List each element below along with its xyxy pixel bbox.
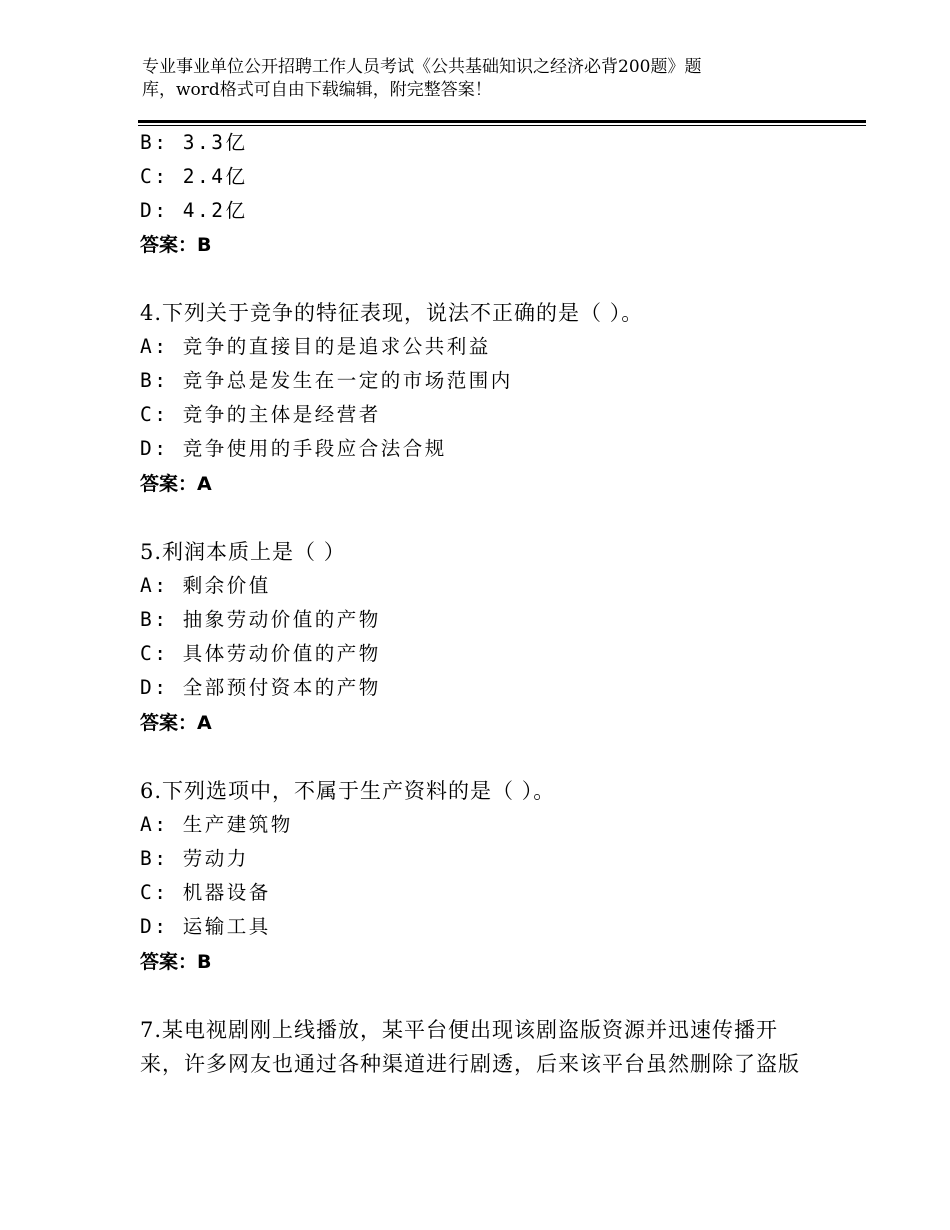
q6-option-c: C: 机器设备 <box>140 881 271 904</box>
q5-option-a: A: 剩余价值 <box>140 574 271 597</box>
q5-option-c: C: 具体劳动价值的产物 <box>140 642 381 665</box>
q5-stem: 5.利润本质上是（ ） <box>140 540 346 564</box>
q5-answer: 答案：A <box>140 712 212 734</box>
q6-stem: 6.下列选项中，不属于生产资料的是（ ）。 <box>140 779 556 803</box>
q4-stem: 4.下列关于竞争的特征表现，说法不正确的是（ ）。 <box>140 301 644 325</box>
q3-answer: 答案：B <box>140 234 212 256</box>
q3-option-b: B: 3.3亿 <box>140 131 248 154</box>
header-title-line-1: 专业事业单位公开招聘工作人员考试《公共基础知识之经济必背200题》题 <box>142 57 702 77</box>
q6-option-a: A: 生产建筑物 <box>140 813 293 836</box>
q6-option-d: D: 运输工具 <box>140 915 271 938</box>
q3-option-d: D: 4.2亿 <box>140 199 248 222</box>
q7-stem-line-2: 来，许多网友也通过各种渠道进行剧透，后来该平台虽然删除了盗版 <box>140 1052 800 1076</box>
header-divider-thick <box>138 120 866 123</box>
q3-option-c: C: 2.4亿 <box>140 165 248 188</box>
document-header <box>142 56 822 102</box>
q6-option-b: B: 劳动力 <box>140 847 249 870</box>
q6-answer: 答案：B <box>140 951 212 973</box>
q5-option-b: B: 抽象劳动价值的产物 <box>140 608 381 631</box>
header-title-line-2: 库，word格式可自由下载编辑，附完整答案！ <box>142 80 492 100</box>
q5-option-d: D: 全部预付资本的产物 <box>140 676 381 699</box>
header-divider-thin <box>138 125 866 126</box>
q4-answer: 答案：A <box>140 473 212 495</box>
q7-stem-line-1: 7.某电视剧刚上线播放，某平台便出现该剧盗版资源并迅速传播开 <box>140 1018 779 1042</box>
q4-option-d: D: 竞争使用的手段应合法合规 <box>140 437 447 460</box>
q4-option-c: C: 竞争的主体是经营者 <box>140 403 381 426</box>
q4-option-b: B: 竞争总是发生在一定的市场范围内 <box>140 369 513 392</box>
q4-option-a: A: 竞争的直接目的是追求公共利益 <box>140 335 491 358</box>
